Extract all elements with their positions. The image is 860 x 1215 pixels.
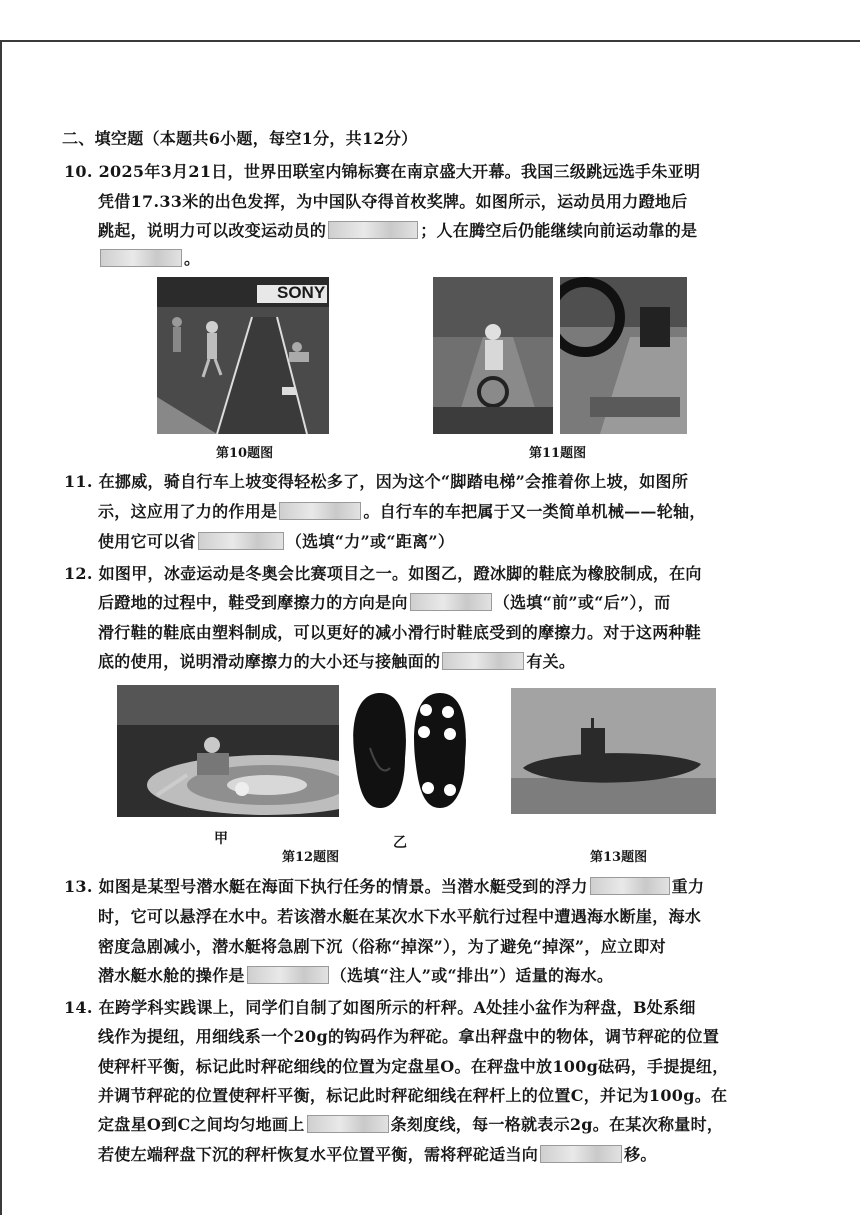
figure-12-curling-photo (117, 685, 339, 817)
q10-line-3 (98, 220, 697, 242)
figure-10-caption: 第10题图 (216, 446, 274, 461)
figure-13-caption: 第13题图 (590, 850, 648, 865)
submarine-scene (511, 688, 716, 814)
page-border-left (0, 40, 2, 1215)
answer-blank[interactable] (540, 1145, 622, 1163)
q12-line-1 (64, 563, 702, 585)
answer-blank[interactable] (410, 593, 492, 611)
sony-banner-text: SONY (277, 283, 326, 302)
answer-blank[interactable] (590, 877, 670, 895)
q12-text-4a: 底的使用，说明滑动摩擦力的大小还与接触面的 (98, 652, 441, 671)
q11-line-2 (98, 501, 706, 523)
q12-line-3: 滑行鞋的鞋底由塑料制成，可以更好的减小滑行时鞋底受到的摩擦力。对于这两种鞋 (98, 623, 702, 642)
answer-blank[interactable] (328, 221, 418, 239)
figure-12-caption: 第12题图 (282, 850, 340, 865)
page-border-top (0, 40, 860, 42)
q14-line-5 (98, 1114, 723, 1136)
answer-blank[interactable] (247, 966, 329, 984)
shoe-soles-illustration (350, 688, 470, 813)
question-number: 10. (64, 162, 93, 181)
q12-text-2a: 后蹬地的过程中，鞋受到摩擦力的方向是向 (98, 593, 408, 612)
q13-text-4a: 潜水艇水舱的操作是 (98, 966, 245, 985)
figure-11-bike-lift-photo-right (560, 277, 687, 434)
figure-12-label-jia: 甲 (214, 831, 228, 847)
q14-text-1: 在跨学科实践课上，同学们自制了如图所示的杆秤。A处挂小盆作为秤盘，B处系细 (98, 998, 696, 1017)
q13-text-1a: 如图是某型号潜水艇在海面下执行任务的情景。当潜水艇受到的浮力 (98, 877, 588, 896)
q11-text-2b: 。自行车的车把属于又一类简单机械——轮轴， (363, 502, 706, 521)
q13-text-4b: （选填“注人”或“排出”）适量的海水。 (330, 966, 614, 985)
q13-line-1 (64, 876, 704, 898)
question-number: 12. (64, 564, 93, 583)
q12-line-4 (98, 651, 575, 673)
question-number: 11. (64, 472, 93, 491)
q11-line-3 (98, 531, 454, 553)
q10-text-4: 。 (184, 249, 201, 268)
q10-line-1 (64, 161, 700, 183)
q13-text-1b: 重力 (671, 877, 705, 896)
figure-10-long-jump-photo (157, 277, 329, 434)
answer-blank[interactable] (442, 652, 524, 670)
answer-blank[interactable] (100, 249, 182, 267)
question-number: 13. (64, 877, 93, 896)
q14-text-5b: 条刻度线，每一格就表示2g。在某次称量时， (390, 1115, 724, 1134)
q14-text-6a: 若使左端秤盘下沉的秤杆恢复水平位置平衡，需将秤砣适当向 (98, 1145, 539, 1164)
q10-text-1: 2025年3月21日，世界田联室内锦标赛在南京盛大开幕。我国三级跳远选手朱亚明 (98, 162, 701, 181)
bicycle-uphill-scene (433, 277, 553, 434)
q12-line-2 (98, 592, 670, 614)
q10-line-4 (98, 248, 200, 270)
figure-13-submarine-photo (511, 688, 716, 814)
q12-text-4b: 有关。 (526, 652, 576, 671)
q13-line-3: 密度急剧减小，潜水艇将急剧下沉（俗称“掉深”），为了避免“掉深”，应立即对 (98, 937, 666, 956)
q13-line-2: 时，它可以悬浮在水中。若该潜水艇在某次水下水平航行过程中遭遇海水断崖，海水 (98, 907, 702, 926)
q14-line-3: 使秤杆平衡，标记此时秤砣细线的位置为定盘星O。在秤盘中放100g砝码，手提提纽， (98, 1057, 729, 1076)
q10-text-3b: ；人在腾空后仍能继续向前运动靠的是 (420, 221, 698, 240)
q11-text-3b: （选填“力”或“距离”） (285, 532, 455, 551)
q11-line-1 (64, 471, 688, 493)
q14-text-5a: 定盘星O到C之间均匀地画上 (98, 1115, 305, 1134)
q14-line-2: 线作为提纽，用细线系一个20g的钩码作为秤砣。拿出秤盘中的物体，调节秤砣的位置 (98, 1027, 720, 1046)
q14-line-4: 并调节秤砣的位置使秤杆平衡，标记此时秤砣细线在秤杆上的位置C，并记为100g。在 (98, 1086, 728, 1105)
figure-12-label-yi: 乙 (393, 835, 407, 851)
q12-text-1: 如图甲，冰壶运动是冬奥会比赛项目之一。如图乙，蹬冰脚的鞋底为橡胶制成，在向 (98, 564, 702, 583)
figure-11-bike-lift-photo-left (433, 277, 553, 434)
question-number: 14. (64, 998, 93, 1017)
q13-line-4 (98, 965, 613, 987)
q10-line-2: 凭借17.33米的出色发挥，为中国队夺得首枚奖牌。如图所示，运动员用力蹬地后 (98, 192, 688, 211)
q11-text-1: 在挪威，骑自行车上坡变得轻松多了，因为这个“脚踏电梯”会推着你上坡，如图所 (98, 472, 689, 491)
foot-on-lift-scene (560, 277, 687, 434)
answer-blank[interactable] (279, 502, 361, 520)
figure-12-shoe-soles (350, 688, 470, 813)
curling-scene (117, 685, 339, 817)
answer-blank[interactable] (198, 532, 284, 550)
q11-text-2a: 示，这应用了力的作用是 (98, 502, 278, 521)
q14-line-1 (64, 997, 696, 1019)
q14-line-6 (98, 1144, 657, 1166)
q10-text-3a: 跳起，说明力可以改变运动员的 (98, 221, 327, 240)
q14-text-6b: 移。 (624, 1145, 657, 1164)
answer-blank[interactable] (307, 1115, 389, 1133)
q11-text-3a: 使用它可以省 (98, 532, 196, 551)
figure-11-caption: 第11题图 (529, 446, 587, 461)
q12-text-2b: （选填“前”或“后”），而 (493, 593, 671, 612)
section-title: 二、填空题（本题共6小题，每空1分，共12分） (62, 129, 418, 148)
